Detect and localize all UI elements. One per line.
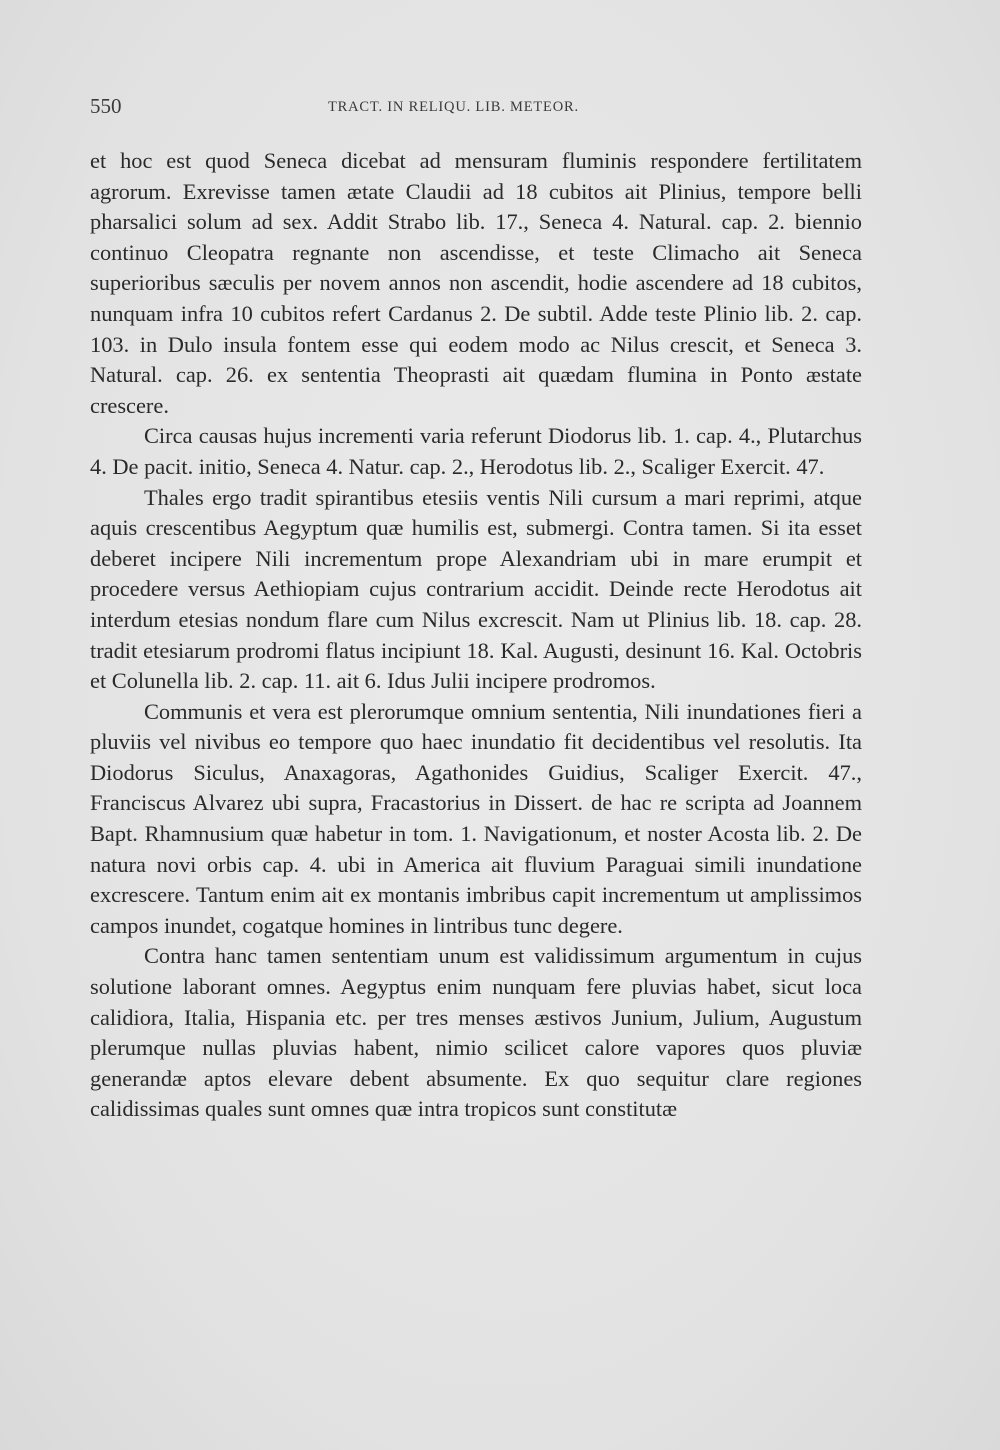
page-header xyxy=(90,94,870,124)
paragraph-1: et hoc est quod Seneca dicebat ad mensuram fluminis respondere fertilitatem agrorum. Exrevisse tamen ætate Claudii ad 18 cubitos ait Plinius, tempore belli pharsalici solum ad sex. Addit Strabo lib. 17., Seneca 4. Natural. cap. 2. biennio continuo Cleopatra regnante non ascendisse, et teste Climacho ait Seneca superioribus sæculis per novem annos non ascendit, hodie ascendere ad 18 cubitos, nunquam infra 10 cubitos refert Cardanus 2. De subtil. Adde teste Plinio lib. 2. cap. 103. in Dulo insula fontem esse qui eodem modo ac Nilus crescit, et Seneca 3. Natural. cap. 26. ex sententia Theoprasti ait quædam flumina in Ponto æstate crescere. xyxy=(90,148,862,418)
paragraph-2: Circa causas hujus incrementi varia referunt Diodorus lib. 1. cap. 4., Plutarchus 4. De pacit. initio, Seneca 4. Natur. cap. 2., Herodotus lib. 2., Scaliger Exercit. 47. xyxy=(90,423,862,479)
paragraph-4: Communis et vera est plerorumque omnium sententia, Nili inundationes fieri a pluviis vel nivibus eo tempore quo haec inundatio fit decidentibus vel resolutis. Ita Diodorus Siculus, Anaxagoras, Agathonides Guidius, Scaliger Exercit. 47., Franciscus Alvarez ubi supra, Fracastorius in Dissert. de hac re scripta ad Joannem Bapt. Rhamnusium quæ habetur in tom. 1. Navigationum, et noster Acosta lib. 2. De natura novi orbis cap. 4. ubi in America ait fluvium Paraguai simili inundatione excrescere. Tantum enim ait ex montanis imbribus capit incrementum ut amplissimos campos inundet, cogatque homines in lintribus tunc degere. xyxy=(90,698,862,938)
body-text xyxy=(90,146,862,1125)
paragraph-5: Contra hanc tamen sententiam unum est validissimum argumentum in cujus solutione laborant omnes. Aegyptus enim nunquam fere pluvias habet, sicut loca calidiora, Italia, Hispania etc. per tres menses æstivos Junium, Julium, Augustum plerumque nullas pluvias habent, nimio scilicet calore vapores quos pluviæ generandæ aptos elevare debent absumente. Ex quo sequitur clare regiones calidissimas quales sunt omnes quæ intra tropicos sunt constitutæ xyxy=(90,943,862,1122)
paragraph-3: Thales ergo tradit spirantibus etesiis ventis Nili cursum a mari reprimi, atque aquis crescentibus Aegyptum quæ humilis est, submergi. Contra tamen. Si ita esset deberet incipere Nili incrementum prope Alexandriam ubi in mare erumpit et procedere versus Aethiopiam cujus contrarium accidit. Deinde recte Herodotus ait interdum etesias nondum flare cum Nilus excrescit. Nam ut Plinius lib. 18. cap. 28. tradit etesiarum prodromi flatus incipiunt 18. Kal. Augusti, desinunt 16. Kal. Octobris et Colunella lib. 2. cap. 11. ait 6. Idus Julii incipere prodromos. xyxy=(90,484,862,694)
running-title: TRACT. IN RELIQU. LIB. METEOR. xyxy=(328,99,579,115)
page-number: 550 xyxy=(90,94,122,118)
